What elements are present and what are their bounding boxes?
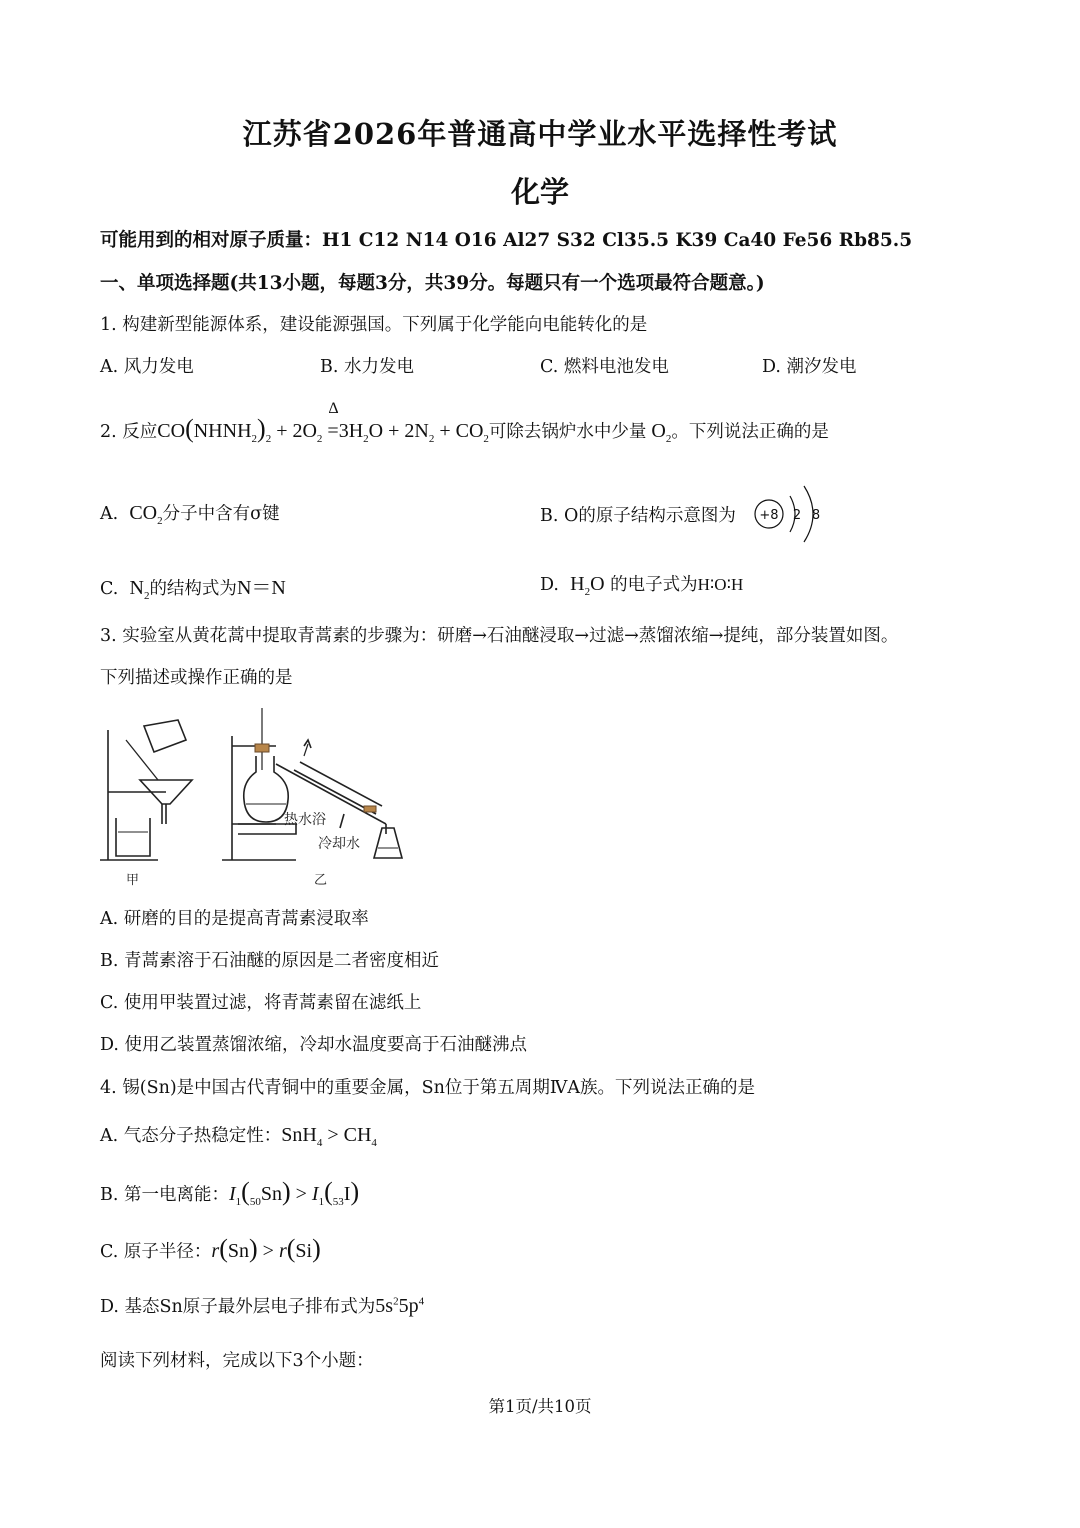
q4-stem: 4. 锡(Sn)是中国古代青铜中的重要金属，Sn位于第五周期ⅣA族。下列说法正确的是 <box>100 1078 756 1098</box>
nucleus-charge: +8 <box>759 508 779 523</box>
label-cooling-water: 冷却水 <box>318 836 360 852</box>
q2-c-formula: N＝N <box>236 577 286 599</box>
q2-d-h2o: $H_2O$ <box>570 573 605 598</box>
q3-stem-line2: 下列描述或操作正确的是 <box>100 668 293 688</box>
reading-instruction: 阅读下列材料，完成以下3个小题： <box>100 1351 374 1371</box>
q2-c-label: C. <box>100 579 119 599</box>
exam-title: 江苏省2026年普通高中学业水平选择性考试 <box>242 117 838 151</box>
label-jia: 甲 <box>126 873 140 888</box>
distillation-apparatus <box>222 708 402 860</box>
q3-option-b: B. 青蒿素溶于石油醚的原因是二者密度相近 <box>100 951 439 971</box>
q4-c-text: C. 原子半径： <box>100 1242 212 1262</box>
q1-option-a: A. 风力发电 <box>100 357 194 377</box>
subject-title: 化学 <box>510 175 569 209</box>
label-hot-bath: 热水浴 <box>284 812 326 828</box>
q4-a-formula: $SnH_4 > CH_4$ <box>281 1124 377 1149</box>
q2-stem <box>100 400 829 445</box>
q2-prefix: 2. 反应 <box>100 422 158 442</box>
page-footer: 第1页/共10页 <box>488 1397 592 1416</box>
q4-b-formula: $I_1(_{50}Sn) > I_1(_{53}I)$ <box>229 1177 360 1208</box>
q2-d-label: D. <box>540 575 559 595</box>
q1-option-d: D. 潮汐发电 <box>762 357 857 377</box>
q2-c-text: 的结构式为 <box>149 579 237 599</box>
q2-option-a <box>100 500 280 527</box>
label-yi: 乙 <box>314 873 328 888</box>
q4-a-text: A. 气态分子热稳定性： <box>100 1126 282 1146</box>
shell1-count: 2 <box>792 508 802 523</box>
q2-option-d <box>540 571 743 598</box>
shell2-count: 8 <box>811 508 821 523</box>
q2-a-text: 分子中含有σ键 <box>162 504 280 524</box>
q2-option-c <box>100 571 286 602</box>
q2-option-b <box>540 502 736 527</box>
atom-structure-diagram <box>752 482 824 546</box>
q4-d-formula: $5s^25p^4$ <box>375 1295 425 1317</box>
atomic-masses: 可能用到的相对原子质量：H1 C12 N14 O16 Al27 S32 Cl35.5 K39 Ca40 Fe56 Rb85.5 <box>100 230 913 251</box>
q2-o2: $O_2$ <box>646 420 672 445</box>
q4-option-b <box>100 1177 359 1208</box>
filtration-apparatus <box>100 720 192 860</box>
q4-c-formula: r(Sn) > r(Si) <box>211 1234 321 1263</box>
q2-mid: 可除去锅炉水中少量 <box>488 422 647 442</box>
q3-option-c: C. 使用甲装置过滤，将青蒿素留在滤纸上 <box>100 993 422 1013</box>
apparatus-figure <box>96 700 426 896</box>
q2-a-label: A. <box>100 504 119 524</box>
section-heading: 一、单项选择题(共13小题，每题3分，共39分。每题只有一个选项最符合题意。) <box>100 273 765 294</box>
q4-option-d <box>100 1293 424 1318</box>
q2-c-n2: $N_2$ <box>129 577 150 602</box>
q1-option-b: B. 水力发电 <box>320 357 414 377</box>
heat-symbol: Δ <box>328 400 339 417</box>
q2-d-formula: H∶O∶H <box>697 575 744 594</box>
q2-equation: $CO(NHNH_2)_2 + 2O_2$ Δ $=3H_2O + 2N_2 + CO_2$ <box>157 400 489 445</box>
q3-option-a: A. 研磨的目的是提高青蒿素浸取率 <box>100 909 369 929</box>
q2-b-text: B. O的原子结构示意图为 <box>540 506 736 526</box>
q1-option-c: C. 燃料电池发电 <box>540 357 669 377</box>
q2-a-formula: $CO_2$ <box>129 502 163 527</box>
q4-option-a <box>100 1122 377 1149</box>
q3-stem-line1: 3. 实验室从黄花蒿中提取青蒿素的步骤为：研磨→石油醚浸取→过滤→蒸馏浓缩→提纯，部分装置如图。 <box>100 626 899 646</box>
q1-stem: 1. 构建新型能源体系，建设能源强国。下列属于化学能向电能转化的是 <box>100 315 648 335</box>
q4-option-c <box>100 1234 321 1264</box>
q2-suffix: 。下列说法正确的是 <box>671 422 829 442</box>
q4-d-text: D. 基态Sn原子最外层电子排布式为 <box>100 1297 376 1317</box>
q2-d-text: 的电子式为 <box>610 575 698 595</box>
q4-b-text: B. 第一电离能： <box>100 1185 229 1205</box>
q3-option-d: D. 使用乙装置蒸馏浓缩，冷却水温度要高于石油醚沸点 <box>100 1035 528 1055</box>
